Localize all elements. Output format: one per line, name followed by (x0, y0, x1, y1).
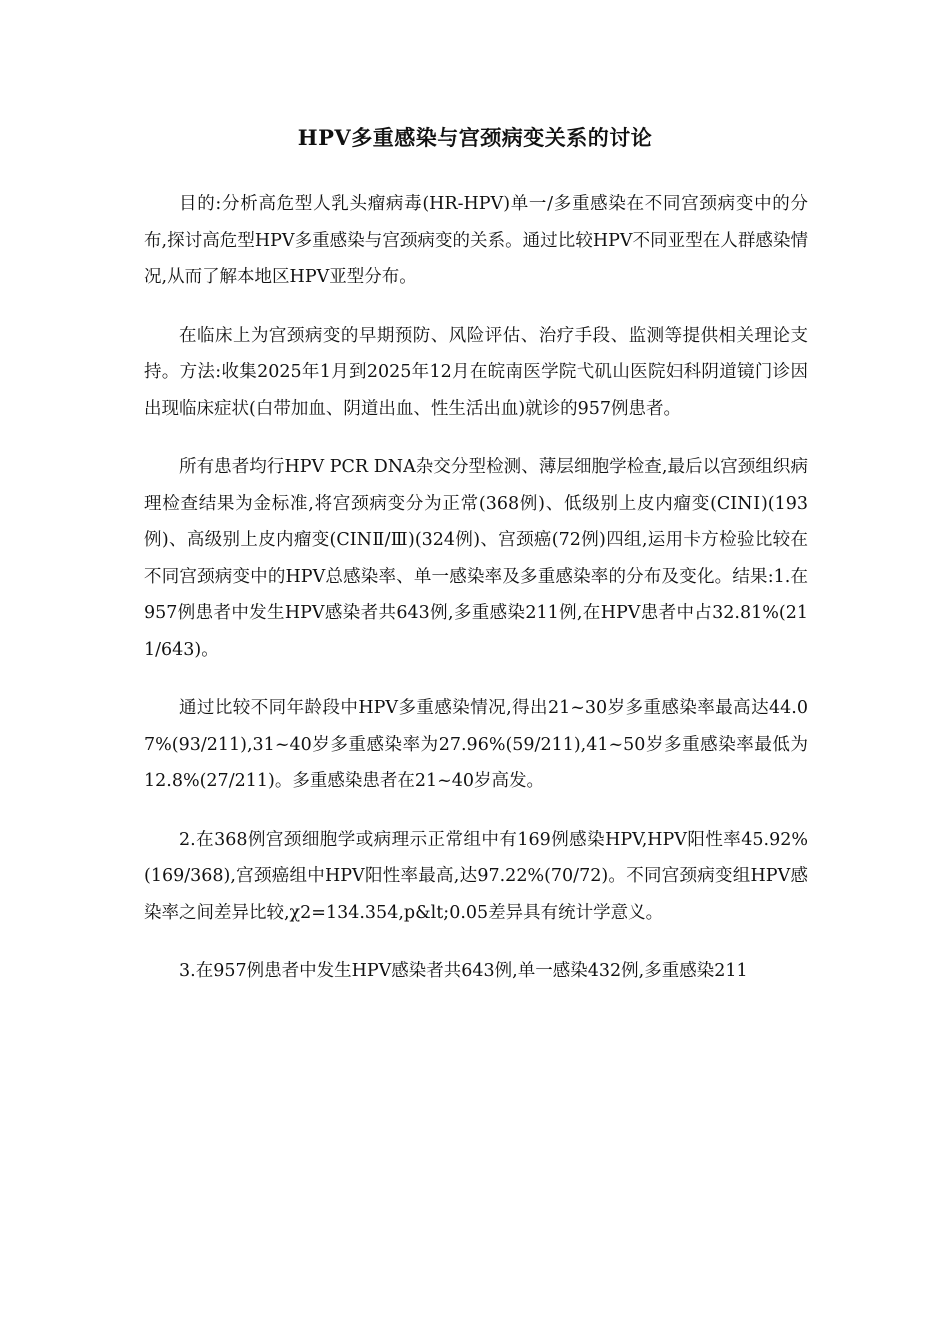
paragraph-grouping: 所有患者均行HPV PCR DNA杂交分型检测、薄层细胞学检查,最后以宫颈组织病理检查结果为金标准,将宫颈病变分为正常(368例)、低级别上皮内瘤变(CINⅠ)(193例)、高级别上皮内瘤变(CINⅡ/Ⅲ)(324例)、宫颈癌(72例)四组,运用卡方检验比较在不同宫颈病变中的HPV总感染率、单一感染率及多重感染率的分布及变化。结果:1.在957例患者中发生HPV感染者共643例,多重感染211例,在HPV患者中占32.81%(211/643)。 (144, 457, 808, 660)
document-title: HPV多重感染与宫颈病变关系的讨论 (297, 125, 653, 150)
paragraph-result-3: 3.在957例患者中发生HPV感染者共643例,单一感染432例,多重感染211 (179, 961, 748, 981)
paragraph-methods: 在临床上为宫颈病变的早期预防、风险评估、治疗手段、监测等提供相关理论支持。方法:收集2025年1月到2025年12月在皖南医学院弋矶山医院妇科阴道镜门诊因出现临床症状(白带加血、阴道出血、性生活出血)就诊的957例患者。 (144, 325, 808, 419)
paragraph-objective: 目的:分析高危型人乳头瘤病毒(HR-HPV)单一/多重感染在不同宫颈病变中的分布,探讨高危型HPV多重感染与宫颈病变的关系。通过比较HPV不同亚型在人群感染情况,从而了解本地区HPV亚型分布。 (144, 194, 808, 287)
document-body (144, 186, 808, 1012)
paragraph-result-2: 2.在368例宫颈细胞学或病理示正常组中有169例感染HPV,HPV阳性率45.92%(169/368),宫颈癌组中HPV阳性率最高,达97.22%(70/72)。不同宫颈病变组HPV感染率之间差异比较,χ2=134.354,p&lt;0.05差异具有统计学意义。 (144, 829, 808, 923)
paragraph-age-groups: 通过比较不同年龄段中HPV多重感染情况,得出21~30岁多重感染率最高达44.07%(93/211),31~40岁多重感染率为27.96%(59/211),41~50岁多重感染率最低为12.8%(27/211)。多重感染患者在21~40岁高发。 (144, 698, 808, 791)
